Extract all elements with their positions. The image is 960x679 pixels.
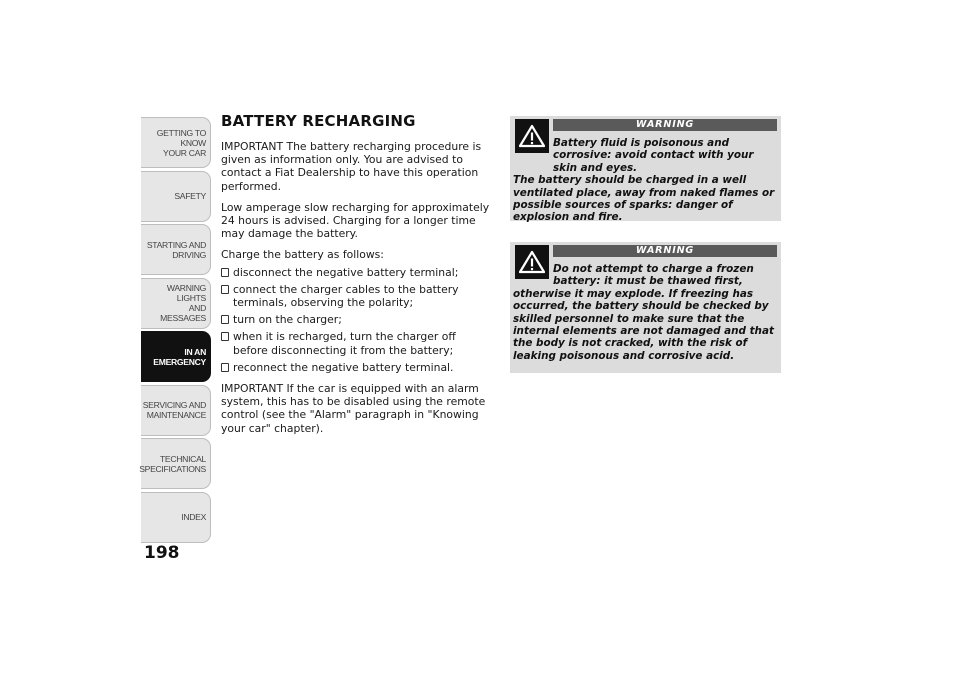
- step-text: reconnect the negative battery terminal.: [233, 360, 454, 374]
- paragraph-low-amperage: Low amperage slow recharging for approximately 24 hours is advised. Charging for a longer time may damage the battery.: [221, 200, 490, 241]
- checkbox-bullet-icon: [221, 315, 229, 324]
- warning-triangle-icon: [515, 119, 549, 153]
- warning-box-battery-fluid: [510, 116, 781, 224]
- chapter-tabs: [141, 117, 211, 545]
- paragraph-charge-intro: Charge the battery as follows:: [221, 248, 384, 262]
- warning-triangle-icon: [515, 245, 549, 279]
- tab-technical-specs[interactable]: TECHNICAL SPECIFICATIONS: [141, 438, 211, 489]
- list-item: [221, 361, 491, 374]
- tab-in-an-emergency[interactable]: IN AN EMERGENCY: [141, 331, 211, 382]
- paragraph-alarm: IMPORTANT If the car is equipped with an alarm system, this has to be disabled using the remote control (see the "Alarm" paragraph in "Knowing your car" chapter).: [221, 382, 486, 435]
- tab-warning-lights[interactable]: WARNING LIGHTS AND MESSAGES: [141, 278, 211, 329]
- step-text: disconnect the negative battery terminal;: [233, 265, 459, 279]
- list-item: [221, 283, 491, 309]
- checkbox-bullet-icon: [221, 332, 229, 341]
- step-text: when it is recharged, turn the charger off before disconnecting it from the battery;: [233, 330, 456, 357]
- step-text: turn on the charger;: [233, 313, 342, 327]
- warning-lead-text: Battery fluid is poisonous and corrosive: avoid contact with your skin and eyes.: [553, 137, 754, 174]
- step-text: connect the charger cables to the battery terminals, observing the polarity;: [233, 282, 459, 310]
- warning-title: WARNING: [553, 119, 777, 131]
- tab-starting-driving[interactable]: STARTING AND DRIVING: [141, 224, 211, 275]
- tab-servicing[interactable]: SERVICING AND MAINTENANCE: [141, 385, 211, 436]
- list-item: [221, 266, 491, 279]
- warning-lead-text: Do not attempt to charge a frozen battery: it must be thawed first,: [553, 263, 754, 288]
- warning-box-frozen-battery: [510, 242, 781, 373]
- checkbox-bullet-icon: [221, 268, 229, 277]
- tab-getting-to-know[interactable]: GETTING TO KNOW YOUR CAR: [141, 117, 211, 168]
- checkbox-bullet-icon: [221, 285, 229, 294]
- section-heading: BATTERY RECHARGING: [221, 112, 416, 130]
- tab-safety[interactable]: SAFETY: [141, 171, 211, 222]
- list-item: [221, 313, 491, 326]
- checkbox-bullet-icon: [221, 363, 229, 372]
- tab-index[interactable]: INDEX: [141, 492, 211, 543]
- paragraph-important: IMPORTANT The battery recharging procedure is given as information only. You are advised to contact a Fiat Dealership to have this operation performed.: [221, 140, 482, 193]
- list-item: [221, 330, 491, 356]
- warning-title: WARNING: [553, 245, 777, 257]
- warning-body-text: The battery should be charged in a well ventilated place, away from naked flames or possible sources of sparks: danger of explosion and fire.: [513, 174, 775, 224]
- steps-list: [221, 266, 491, 374]
- warning-body-text: otherwise it may explode. If freezing has occurred, the battery should be checked by skilled personnel to make sure that the internal elements are not damaged and that the body is not cracked, with the risk of leaking poisonous and corrosive acid.: [513, 287, 774, 362]
- page-number: 198: [144, 543, 180, 563]
- main-column: [221, 112, 491, 443]
